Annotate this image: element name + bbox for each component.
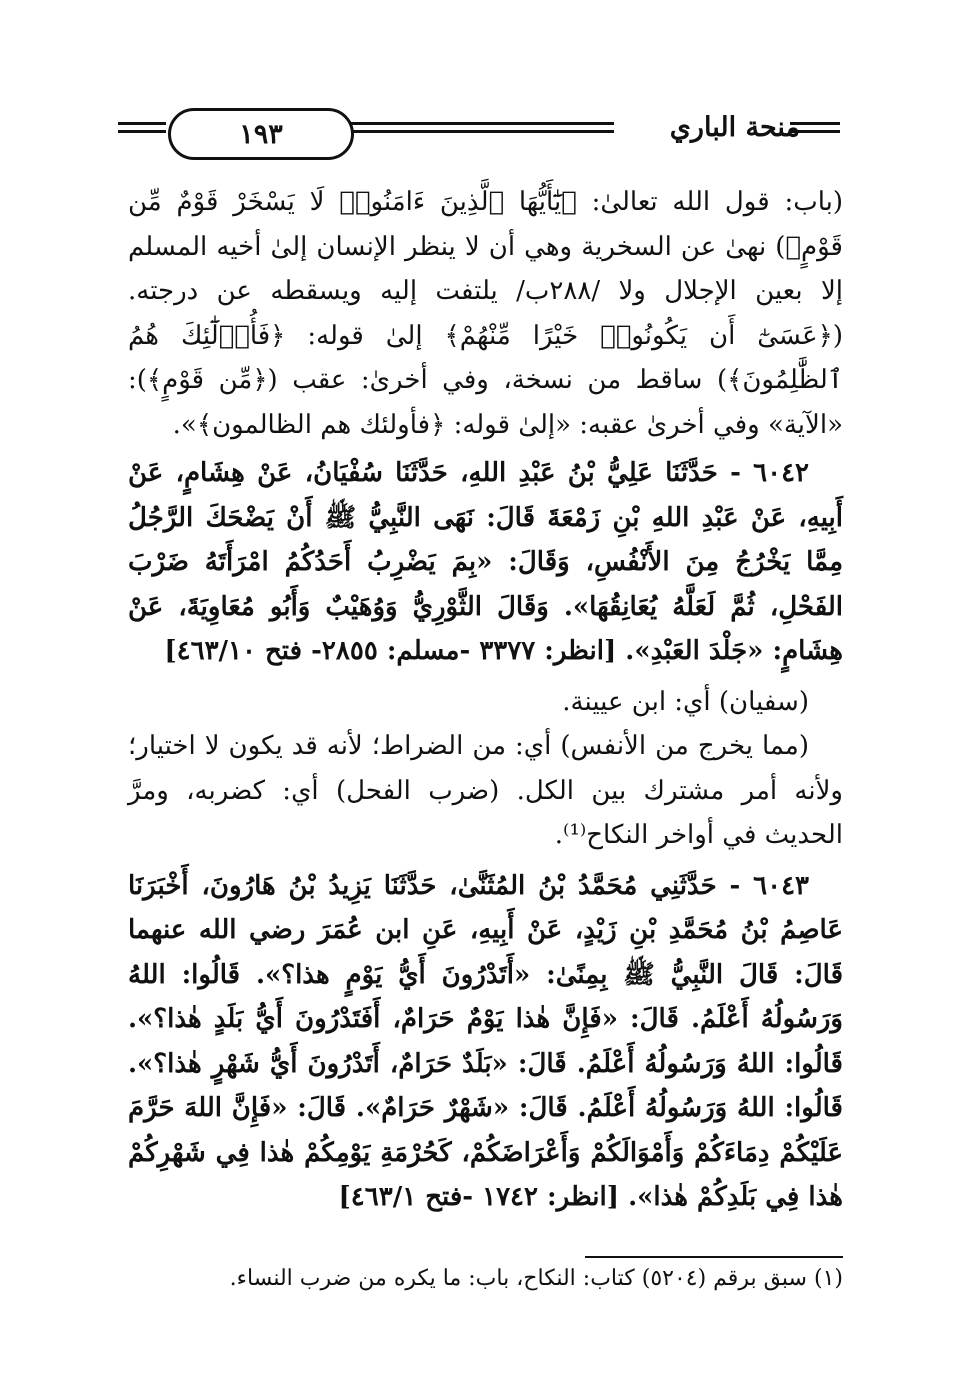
page-body [128,180,843,1220]
footnote-divider [585,1256,843,1258]
header-rule [118,130,166,133]
chapter-paragraph: (باب: قول الله تعالىٰ: ﴿يَٰٓأَيُّهَا ٱلَّذِينَ ءَامَنُوا۟ لَا يَسْخَرْ قَوْمٌ مِّن قَوْمٍ﴾) نهىٰ عن السخرية وهي أن لا ينظر الإنسان إلىٰ أخيه المسلم إلا بعين الإجلال ولا /٢٨٨ب/ يلتفت إليه ويسقطه عن درجته. (﴿عَسَىٰٓ أَن يَكُونُوا۟ خَيْرًا مِّنْهُمْ﴾ إلىٰ قوله: ﴿فَأُو۟لَٰٓئِكَ هُمُ ٱلظَّٰلِمُونَ﴾) ساقط من نسخة، وفي أخرىٰ: عقب (﴿مِّن قَوْمٍ﴾): «الآية» وفي أخرىٰ عقبه: «إلىٰ قوله: ﴿فأولئك هم الظالمون﴾». [128,187,843,440]
book-title: منحة الباري [669,112,800,143]
header-rule [346,122,614,125]
page-number-badge [168,108,354,160]
page-header [118,98,848,168]
note-sufyan: (سفيان) أي: ابن عيينة. [562,686,809,717]
header-rule [346,130,614,133]
page-number: ١٩٣ [239,118,283,150]
note-anfus: (مما يخرج من الأنفس) أي: من الضراط؛ لأنه قد يكون لا اختيار؛ ولأنه أمر مشترك بين الكل. (ضرب الفحل) أي: كضربه، ومرَّ الحديث في أواخر النكاح⁽¹⁾. [128,731,843,850]
hadith-6042: ٦٠٤٢ - حَدَّثَنَا عَلِيُّ بْنُ عَبْدِ اللهِ، حَدَّثَنَا سُفْيَانُ، عَنْ هِشَامٍ، عَنْ أَبِيهِ، عَنْ عَبْدِ اللهِ بْنِ زَمْعَةَ قَالَ: نَهَى النَّبِيُّ ﷺ أَنْ يَضْحَكَ الرَّجُلُ مِمَّا يَخْرُجُ مِنَ الأَنْفُسِ، وَقَالَ: «بِمَ يَضْرِبُ أَحَدُكُمُ امْرَأَتَهُ ضَرْبَ الفَحْلِ، ثُمَّ لَعَلَّهُ يُعَانِقُهَا». وَقَالَ الثَّوْرِيُّ وَوُهَيْبٌ وَأَبُو مُعَاوِيَةَ، عَنْ هِشَامٍ: «جَلْدَ العَبْدِ». [انظر: ٣٣٧٧ -مسلم: ٢٨٥٥- فتح ٤٦٣/١٠] [128,458,843,666]
hadith-6043: ٦٠٤٣ - حَدَّثَنِي مُحَمَّدُ بْنُ المُثَنَّىٰ، حَدَّثَنَا يَزِيدُ بْنُ هَارُونَ، أَخْبَرَنَا عَاصِمُ بْنُ مُحَمَّدِ بْنِ زَيْدٍ، عَنْ أَبِيهِ، عَنِ ابن عُمَرَ رضي الله عنهما قَالَ: قَالَ النَّبِيُّ ﷺ بِمِنًىٰ: «أَتَدْرُونَ أَيُّ يَوْمٍ هذا؟». قَالُوا: اللهُ وَرَسُولُهُ أَعْلَمُ. قَالَ: «فَإِنَّ هٰذا يَوْمٌ حَرَامٌ، أَفَتَدْرُونَ أَيُّ بَلَدٍ هٰذا؟». قَالُوا: اللهُ وَرَسُولُهُ أَعْلَمُ. قَالَ: «بَلَدٌ حَرَامٌ، أَتَدْرُونَ أَيُّ شَهْرٍ هٰذا؟». قَالُوا: اللهُ وَرَسُولُهُ أَعْلَمُ. قَالَ: «شَهْرٌ حَرَامٌ». قَالَ: «فَإِنَّ اللهَ حَرَّمَ عَلَيْكُمْ دِمَاءَكُمْ وَأَمْوَالَكُمْ وَأَعْرَاضَكُمْ، كَحُرْمَةِ يَوْمِكُمْ هٰذا فِي شَهْرِكُمْ هٰذا فِي بَلَدِكُمْ هٰذا». [انظر: ١٧٤٢ -فتح ٤٦٣/١] [128,870,843,1212]
header-rule [118,122,166,125]
footnote: (١) سبق برقم (٥٢٠٤) كتاب: النكاح، باب: ما يكره من ضرب النساء. [229,1266,843,1291]
